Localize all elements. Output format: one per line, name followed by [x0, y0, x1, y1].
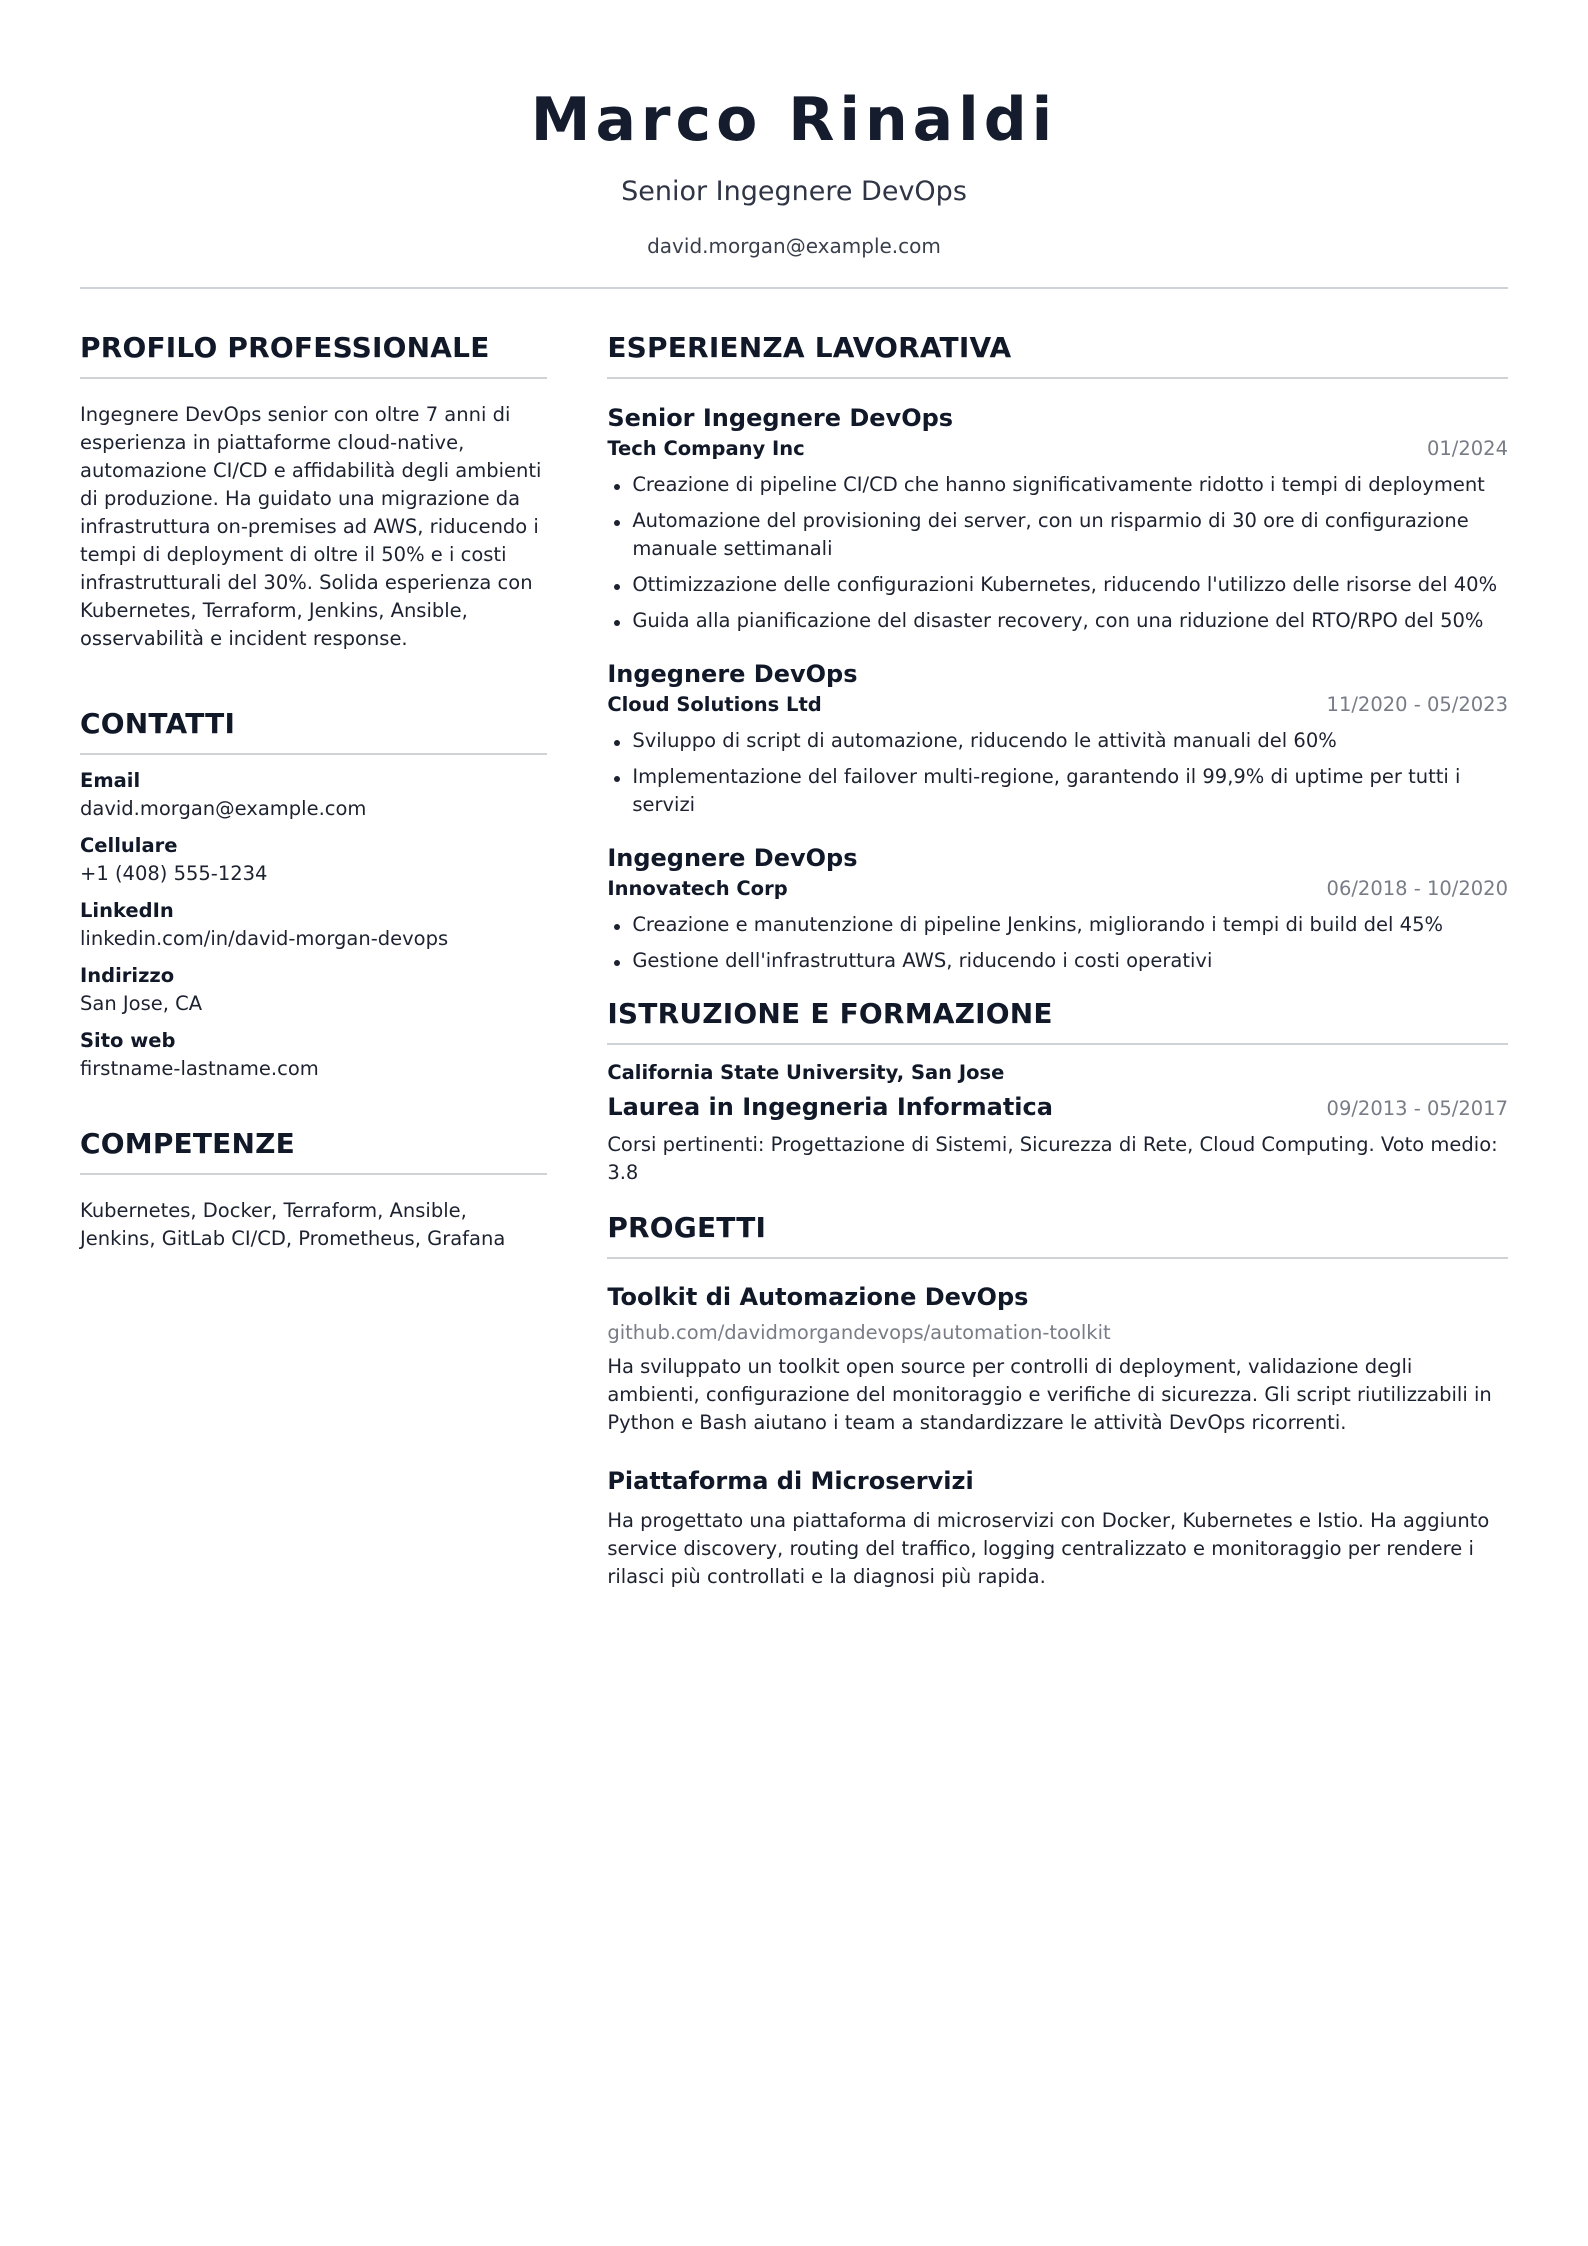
contact-item-phone	[80, 832, 547, 888]
degree-name: Laurea in Ingegneria Informatica	[607, 1093, 1053, 1121]
bullet-icon	[614, 924, 620, 930]
header-email[interactable]: david.morgan@example.com	[647, 234, 941, 258]
project-title: Piattaforma di Microservizi	[607, 1467, 974, 1495]
job-entry	[607, 843, 1508, 975]
job-meta	[607, 691, 1508, 719]
degree-line	[607, 1091, 1508, 1123]
left-column	[80, 329, 547, 1591]
bullet-text: Ottimizzazione delle configurazioni Kubernetes, riducendo l'utilizzo delle risorse del 40%	[632, 573, 1498, 596]
projects-title: PROGETTI	[607, 1209, 1508, 1259]
job-bullets	[607, 727, 1508, 819]
job-date: 11/2020 - 05/2023	[1326, 693, 1508, 716]
job-date: 06/2018 - 10/2020	[1326, 877, 1508, 900]
project-description: Ha progettato una piattaforma di microservizi con Docker, Kubernetes e Istio. Ha aggiunto service discovery, routing del traffico, logging centralizzato e monitoraggio per rendere i rilasci più controllati e la diagnosi più rapida.	[607, 1509, 1490, 1588]
bullet-icon	[614, 484, 620, 490]
job-bullet	[607, 507, 1508, 563]
education-details: Corsi pertinenti: Progettazione di Sistemi, Sicurezza di Rete, Cloud Computing. Voto medio: 3.8	[607, 1133, 1498, 1184]
job-title: Ingegnere DevOps	[607, 844, 858, 872]
project-description: Ha sviluppato un toolkit open source per controlli di deployment, validazione degli ambienti, configurazione del monitoraggio e verifiche di sicurezza. Gli script riutilizzabili in Python e Bash aiutano i team a standardizzare le attività DevOps ricorrenti.	[607, 1355, 1492, 1434]
contact-item-address	[80, 962, 547, 1018]
project-entry	[607, 1465, 1508, 1591]
education-title: ISTRUZIONE E FORMAZIONE	[607, 995, 1508, 1045]
job-bullet	[607, 571, 1508, 599]
contact-phone-value[interactable]: +1 (408) 555-1234	[80, 862, 268, 885]
profile-text: Ingegnere DevOps senior con oltre 7 anni di esperienza in piattaforme cloud-native, automazione CI/CD e affidabilità degli ambienti di produzione. Ha guidato una migrazione da infrastruttura on-premises ad AWS, riducendo i tempi di deployment di oltre il 50% e i costi infrastrutturali del 30%. Solida esperienza con Kubernetes, Terraform, Jenkins, Ansible, osservabilità e incident response.	[80, 403, 542, 650]
header-divider	[80, 287, 1508, 289]
job-company: Innovatech Corp	[607, 877, 788, 900]
job-meta	[607, 435, 1508, 463]
bullet-icon	[614, 960, 620, 966]
school-name: California State University, San Jose	[607, 1061, 1005, 1084]
right-column	[607, 329, 1508, 1591]
job-bullet	[607, 607, 1508, 635]
bullet-text: Implementazione del failover multi-regione, garantendo il 99,9% di uptime per tutti i servizi	[632, 765, 1461, 816]
bullet-text: Guida alla pianificazione del disaster recovery, con una riduzione del RTO/RPO del 50%	[632, 609, 1484, 632]
bullet-icon	[614, 520, 620, 526]
contacts-section	[80, 705, 547, 1083]
job-bullets	[607, 911, 1508, 975]
contact-address-value: San Jose, CA	[80, 992, 203, 1015]
skills-title: COMPETENZE	[80, 1125, 547, 1175]
skills-text: Kubernetes, Docker, Terraform, Ansible, Jenkins, GitLab CI/CD, Prometheus, Grafana	[80, 1199, 506, 1250]
job-bullet	[607, 763, 1508, 819]
education-date: 09/2013 - 05/2017	[1326, 1097, 1508, 1120]
contact-item-website	[80, 1027, 547, 1083]
bullet-icon	[614, 740, 620, 746]
job-company: Tech Company Inc	[607, 437, 805, 460]
job-meta	[607, 875, 1508, 903]
job-date: 01/2024	[1426, 437, 1508, 460]
bullet-icon	[614, 620, 620, 626]
contact-label: Cellulare	[80, 834, 178, 857]
project-title: Toolkit di Automazione DevOps	[607, 1283, 1029, 1311]
contact-label: Sito web	[80, 1029, 176, 1052]
experience-section	[607, 329, 1508, 975]
contact-linkedin-value[interactable]: linkedin.com/in/david-morgan-devops	[80, 927, 449, 950]
contact-label: LinkedIn	[80, 899, 174, 922]
project-entry	[607, 1281, 1508, 1437]
job-entry	[607, 659, 1508, 819]
resume-columns	[80, 329, 1508, 1591]
job-bullet	[607, 471, 1508, 499]
education-section	[607, 995, 1508, 1187]
job-company: Cloud Solutions Ltd	[607, 693, 822, 716]
candidate-name: Marco Rinaldi	[530, 85, 1058, 155]
profile-section	[80, 329, 547, 653]
experience-title: ESPERIENZA LAVORATIVA	[607, 329, 1508, 379]
contact-label: Email	[80, 769, 141, 792]
bullet-icon	[614, 584, 620, 590]
profile-title: PROFILO PROFESSIONALE	[80, 329, 547, 379]
bullet-text: Automazione del provisioning dei server, con un risparmio di 30 ore di configurazione manuale settimanali	[632, 509, 1469, 560]
skills-section	[80, 1125, 547, 1253]
job-bullet	[607, 727, 1508, 755]
bullet-icon	[614, 776, 620, 782]
job-title: Senior Ingegnere DevOps	[607, 404, 954, 432]
contacts-title: CONTATTI	[80, 705, 547, 755]
contact-item-linkedin	[80, 897, 547, 953]
projects-section	[607, 1209, 1508, 1591]
job-bullet	[607, 947, 1508, 975]
resume-header	[80, 0, 1508, 289]
job-title: Ingegnere DevOps	[607, 660, 858, 688]
contact-list	[80, 767, 547, 1083]
project-link[interactable]: github.com/davidmorgandevops/automation-toolkit	[607, 1321, 1111, 1344]
candidate-role: Senior Ingegnere DevOps	[621, 176, 967, 207]
bullet-text: Sviluppo di script di automazione, riducendo le attività manuali del 60%	[632, 729, 1337, 752]
contact-label: Indirizzo	[80, 964, 175, 987]
contact-email-value[interactable]: david.morgan@example.com	[80, 797, 367, 820]
bullet-text: Creazione e manutenzione di pipeline Jenkins, migliorando i tempi di build del 45%	[632, 913, 1444, 936]
job-bullets	[607, 471, 1508, 635]
bullet-text: Gestione dell'infrastruttura AWS, riducendo i costi operativi	[632, 949, 1213, 972]
job-bullet	[607, 911, 1508, 939]
bullet-text: Creazione di pipeline CI/CD che hanno significativamente ridotto i tempi di deployment	[632, 473, 1485, 496]
contact-item-email	[80, 767, 547, 823]
job-entry	[607, 403, 1508, 635]
contact-website-value[interactable]: firstname-lastname.com	[80, 1057, 319, 1080]
